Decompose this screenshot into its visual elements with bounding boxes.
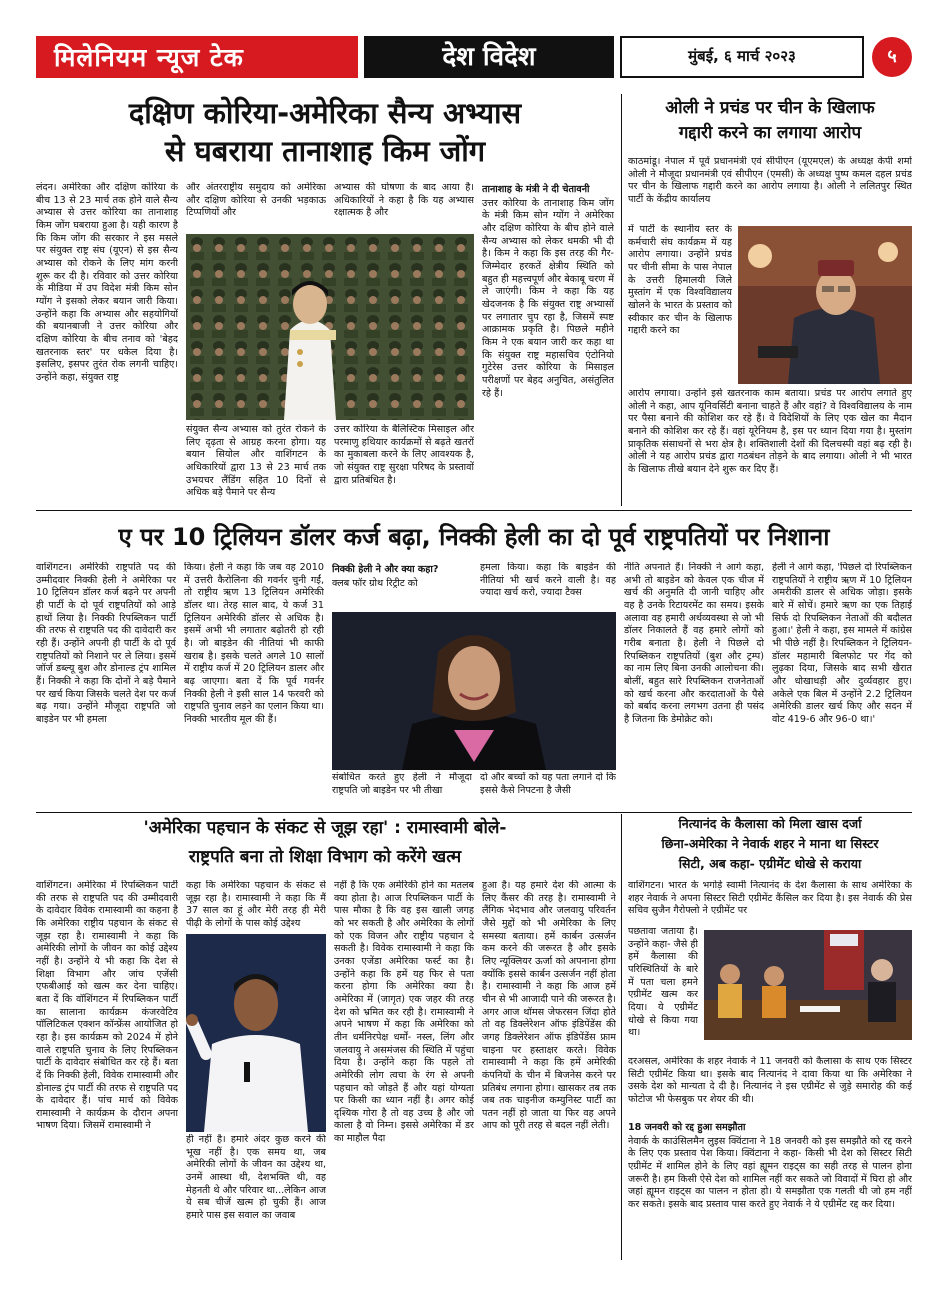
story3-col3-bottom-text: संबोधित करते हुए हेली ने मौजूदा राष्ट्रपति जो बाइडेन पर भी तीखा — [332, 772, 472, 796]
story1-headline-line1: दक्षिण कोरिया-अमेरिका सैन्य अभ्यास — [128, 96, 522, 130]
story4-col2-top — [186, 880, 326, 932]
story1-col1 — [36, 182, 178, 504]
horizontal-rule — [36, 510, 912, 511]
story3-col5-text: नीति अपनाते हैं। निक्की ने आगे कहा, अभी तो बाइडेन को केवल एक चीज में खर्च की अनुमति दी जानी चाहिए और वह है उनके रिटायरमेंट का समय। इसके अलावा वह हमारी अर्थव्यवस्था से जो भी डॉलर निकालते हैं वह हमारे लोगों को गरीब बनाता है। हेली ने पिछले दो रिपब्लिकन राष्ट्रपतियों (बुश और ट्रम्प) का नाम लिए बिना उनकी आलोचना की। बोलीं, बहुत सारे रिपब्लिकन राजनेताओं को खर्च करना और करदाताओं के पैसे को बर्बाद करना लगभग उतना ही पसंद है जितना कि डेमोक्रेट को। — [624, 562, 764, 725]
story3-col3-subhead: निक्की हेली ने और क्या कहा? — [332, 564, 439, 575]
story1-col2-bottom — [186, 424, 326, 506]
dateline: मुंबई, ६ मार्च २०२३ — [620, 36, 864, 78]
story4-col4 — [482, 880, 616, 1260]
story2-intro — [628, 156, 912, 224]
story1-col3-top — [334, 182, 474, 232]
story1-col1-text: लंदन। अमेरिका और दक्षिण कोरिया के बीच 13 से 23 मार्च तक होने वाले सैन्य अभ्यास से उत्तर कोरिया का तानाशाह किम जोंग घबराया हुआ है। यही कारण है कि किम जोंग की सरकार ने इस मसले पर संयुक्त राष्ट्र संघ (यूएन) से इस सैन्य अभ्यास को रोकने के लिए मांग करनी शुरू कर दी है। रविवार को उत्तर कोरिया के मीडिया में उप विदेश मंत्री किम सोन ग्योंग ने इसको लेकर बयान जारी किया। उन्होंने कहा कि अभ्यास और सहयोगियों की बयानबाजी ने उत्तर कोरिया और दक्षिण कोरिया के बीच तनाव को 'बेहद खतरनाक स्तर' पर धकेल दिया है। इसलिए, इसपर तुरंत रोक लगनी चाहिए। उन्होंने कहा, संयुक्त राष्ट्र — [36, 182, 178, 383]
kailasa-photo-art — [704, 930, 912, 1040]
kailasa-photo — [704, 930, 912, 1040]
story1-col2-bottom-text: संयुक्त सैन्य अभ्यास को तुरंत रोकने के लिए दृढ़ता से आग्रह करना होगा। यह बयान सियोल और वाशिंगटन के अधिकारियों द्वारा 13 से 23 मार्च तक उभयचर लैंडिंग सहित 10 दिनों से अधिक बड़े पैमाने पर सैन्य — [186, 424, 326, 499]
oli-photo-art — [738, 226, 912, 384]
story5-headline-line3: सिटी, अब कहा- एग्रीमेंट धोखे से कराया — [678, 856, 862, 871]
story3-col5 — [624, 562, 764, 808]
story3-col4-bottom-text: दो और बच्चों को यह पता लगाने दो कि इससे कैसे निपटना है जैसी — [480, 772, 616, 796]
story4-col3 — [334, 880, 474, 1260]
story1-col3-bottom-text: उत्तर कोरिया के बैलिस्टिक मिसाइल और परमाणु हथियार कार्यक्रमों से बढ़ते खतरों का मुकाबला करने के लिए आवश्यक है, जो संयुक्त राष्ट्र सुरक्षा परिषद के प्रस्तावों द्वारा प्रतिबंधित है। — [334, 424, 474, 486]
story5-headline — [626, 814, 914, 876]
story3-headline-text: ए पर 10 ट्रिलियन डॉलर कर्ज बढ़ा, निक्की हेली का दो पूर्व राष्ट्रपतियों पर निशाना — [118, 523, 830, 551]
story2-intro-text: काठमांडू। नेपाल में पूर्व प्रधानमंत्री एवं सीपीएन (यूएमएल) के अध्यक्ष केपी शर्मा ओली ने मौजूदा प्रधानमंत्री एवं सीपीएन (एमसी) के अध्यक्ष पुष्प कमल दहल प्रचंड पर चीन के खिलाफ गद्दारी करने का आरोप लगाया है। ओली ने ललितपुर स्थित पार्टी के केंद्रीय कार्यालय — [628, 156, 912, 205]
story3-col6 — [772, 562, 912, 808]
story1-col4-subhead: तानाशाह के मंत्री ने दी चेतावनी — [482, 184, 590, 195]
ramaswamy-photo — [186, 934, 326, 1132]
story2-headline-line1: ओली ने प्रचंड पर चीन के खिलाफ — [665, 98, 875, 118]
story1-headline — [36, 94, 614, 178]
story1-col2-top — [186, 182, 326, 232]
story4-col1-text: वाशिंगटन। अमेरिका में रिपब्लिकन पार्टी की तरफ से राष्ट्रपति पद की उम्मीदवारी के दावेदार विवेक रामास्वामी का कहना है कि अमेरिका राष्ट्रीय पहचान के संकट से जूझ रहा है। रामास्वामी ने कहा कि अमेरिकी लोगों के जीवन का कोई उद्देश्य नहीं है। उन्होंने ये भी कहा कि देश से शिक्षा विभाग और जांच एजेंसी एफबीआई को खत्म कर देना चाहिए। बता दें कि वॉशिंगटन में रिपब्लिकन पार्टी का सालाना कार्यक्रम कंजरवेटिव पॉलिटिकल एक्शन कॉन्फ्रेंस आयोजित हो रहा है। इस कार्यक्रम को 2024 में होने वाले राष्ट्रपति चुनाव के लिए रिपब्लिकन पार्टी के दावेदार संबोधित कर रहे हैं। बता दें कि निक्की हेली, विवेक रामास्वामी और डोनाल्ड ट्रंप पार्टी की तरफ से राष्ट्रपति पद के दावेदार हैं। पांच मार्च को विवेक रामास्वामी ने कार्यक्रम के दौरान अपना भाषण दिया। जिसमें रामास्वामी ने — [36, 880, 178, 1132]
story3-col3-top-text: क्लब फॉर ग्रोथ रिट्रीट को — [332, 577, 418, 589]
story3-col1 — [36, 562, 176, 808]
story4-col2-bottom — [186, 1134, 326, 1260]
story3-col2 — [184, 562, 324, 808]
story3-col3-top — [332, 562, 472, 608]
story2-headline — [626, 96, 914, 154]
story4-col2-top-text: कहा कि अमेरिका पहचान के संकट से जूझ रहा है। रामास्वामी ने कहा कि मैं 37 साल का हूं और मेरी तरह ही मेरी पीढ़ी के लोगों के पास कोई उद्देश्य — [186, 880, 326, 929]
column-divider — [621, 94, 622, 506]
story4-col2-bottom-text: ही नहीं है। हमारे अंदर कुछ करने की भूख नहीं है। एक समय था, जब अमेरिकी लोगों के जीवन का उद्देश्य था, उनमें आस्था थी, देशभक्ति थी, वह मेहनती थे और परिवार था...लेकिन आज ये सब चीजें खत्म हो चुकी हैं। आज हमारे पास इस सवाल का जवाब — [186, 1134, 326, 1221]
story1-headline-line2: से घबराया तानाशाह किम जोंग — [164, 134, 486, 168]
story5-intro-text: वाशिंगटन। भारत के भगोड़े स्वामी नित्यानंद के देश कैलासा के साथ अमेरिका के शहर नेवार्क ने अपना सिस्टर सिटी एग्रीमेंट कैंसिल कर दिया है। इस नेवार्क की प्रेस सचिव सुजैन गैरोफ्लो ने एग्रीमेंट पर — [628, 880, 912, 917]
haley-photo-art — [332, 612, 616, 770]
kim-photo — [186, 234, 474, 420]
column-divider — [621, 814, 622, 1260]
story4-headline-line2: राष्ट्रपति बना तो शिक्षा विभाग को करेंगे खत्म — [188, 847, 462, 867]
story3-headline — [36, 516, 912, 558]
brand-name: मिलेनियम न्यूज टेक — [36, 36, 358, 78]
story2-rest — [628, 388, 912, 506]
story1-col4-text: उत्तर कोरिया के तानाशाह किम जोंग के मंत्री किम सोन ग्योंग ने अमेरिका और दक्षिण कोरिया के बीच होने वाले सैन्य अभ्यास को लेकर धमकी भी दी है। किम ने कहा कि इस तरह की गैर-जिम्मेदार हरकतें क्षेत्रीय स्थिति को बहुत ही महत्त्वपूर्ण और बेकाबू चरण में ले जाएंगी। किम ने कहा कि यह खेदजनक है कि संयुक्त राष्ट्र अभ्यासों पर लगातार चुप रहा है, जिसमें स्पष्ट आक्रामक प्रकृति है। पिछले महीने किम ने एक बयान जारी कर कहा था कि संयुक्त राष्ट्र महासचिव एंटोनियो गुटेरेस उत्तर कोरिया के मिसाइल परीक्षणों पर बेहद अनुचित, असंतुलित रहे हैं। — [482, 197, 614, 399]
story4-col1 — [36, 880, 178, 1260]
kim-photo-art — [186, 234, 474, 420]
story2-headline-line2: गद्दारी करने का लगाया आरोप — [678, 123, 862, 143]
story4-headline-line1: 'अमेरिका पहचान के संकट से जूझ रहा' : रामास्वामी बोले- — [143, 818, 507, 838]
story1-col3-bottom — [334, 424, 474, 506]
story5-subhead: 18 जनवरी को रद्द हुआ समझौता — [628, 1122, 746, 1133]
story3-col4-bottom — [480, 772, 616, 808]
story1-col3-top-text: अभ्यास की घोषणा के बाद आया है। अधिकारियों ने कहा है कि यह अभ्यास रक्षात्मक है और — [334, 182, 474, 219]
ramaswamy-photo-art — [186, 934, 326, 1132]
story5-headline-line1: नित्यानंद के कैलासा को मिला खास दर्जा — [678, 816, 862, 831]
story4-col3-text: नहीं है कि एक अमेरिकी होने का मतलब क्या होता है। आज रिपब्लिकन पार्टी के पास मौका है कि वह इस खाली जगह को भर सकती है और अमेरिका के लोगों को एक विजन और राष्ट्रीय पहचान दे सकती है। विवेक रामास्वामी ने कहा कि उनका एजेंडा अमेरिका फर्स्ट का है। उन्होंने कहा कि हमें यह फिर से पता करना होगा कि अमेरिका क्या है। अमेरिका में (जागृत) एक जहर की तरह देश को भ्रमित कर रही है। रामास्वामी ने अपने भाषण में कहा कि अमेरिका को तीन धर्मनिरपेक्ष धर्मों- नस्ल, लिंग और जलवायु ने असमंजस की स्थिति में पहुंचा दिया है। उन्होंने कहा कि पहले तो अमेरिकी लोग त्वचा के रंग से अपनी पहचान को जोड़ते हैं और यहां योग्यता पर किसी का ध्यान नहीं है। अगर कोई दृश्यिक गोरा है तो वह उच्च है और जो काला है वो निम्न। इससे अमेरिका में डर का माहौल पैदा — [334, 880, 474, 1145]
story4-col4-text: हुआ है। यह हमारे देश की आत्मा के लिए कैंसर की तरह है। रामास्वामी ने लैंगिक भेदभाव और जलवायु परिवर्तन जैसे मुद्दों को भी अमेरिका के लिए समस्या बताया। हमें कार्बन उत्सर्जन कम करने की जरूरत है और इसके लिए न्यूक्लियर ऊर्जा को अपनाना होगा क्योंकि इससे कार्बन उत्सर्जन नहीं होता है। रामास्वामी ने कहा कि आज हमें चीन से भी आजादी पाने की जरूरत है। अगर आज थॉमस जेफरसन जिंदा होते तो वह डिक्लेरेशन ऑफ इंडिपेंडेंस की जगह डिक्लेरेशन ऑफ इंडिपेंडेंस फ्राम चाइना पर हस्ताक्षर करते। विवेक रामास्वामी ने कहा कि हमें अमेरिकी कंपनियों के चीन में बिजनेस करने पर प्रतिबंध लगाना होगा। खासकर तब तक जब तक चाइनीज कम्युनिस्ट पार्टी का पतन नहीं हो जाता या फिर वह अपने आप को पूरी तरह से बदल नहीं लेती। — [482, 880, 616, 1132]
story3-col1-text: वाशिंगटन। अमेरिकी राष्ट्रपति पद की उम्मीदवार निक्की हेली ने अमेरिका पर 10 ट्रिलियन डॉलर कर्ज बढ़ने पर अपनी ही पार्टी के दो पूर्व राष्ट्रपतियों को आड़े हाथों लिया है। निक्की रिपब्लिकन पार्टी की तरफ से राष्ट्रपति पद की दावेदारी कर रही हैं। उन्होंने अपनी ही पार्टी के दो पूर्व राष्ट्रपतियों को निशाने पर ले लिया। इसमें जॉर्ज डब्ल्यू बुश और डोनाल्ड ट्रंप शामिल हैं। निक्की ने कहा कि दोनों ने बड़े पैमाने पर खर्च किया जिसके चलते देश पर कर्ज बढ़ गया। उन्होंने मौजूदा राष्ट्रपति जो बाइडेन पर भी हमला — [36, 562, 176, 725]
section-title: देश विदेश — [364, 36, 614, 78]
story1-col4 — [482, 182, 614, 506]
story5-intro — [628, 880, 912, 926]
story5-para3 — [628, 1120, 912, 1260]
story5-headline-line2: छिना-अमेरिका ने नेवार्क शहर ने माना था सिस्टर — [661, 836, 879, 851]
story5-para2-text: दरअसल, अमेरिका के शहर नेवार्क ने 11 जनवरी को कैलासा के साथ एक सिस्टर सिटी एग्रीमेंट किया था। इसके बाद नित्यानंद ने दावा किया था कि अमेरिका ने उसके देश को मान्यता दे दी है। नित्यानंद ने इस एग्रीमेंट से जुड़े समारोह की कई फोटोज भी फेसबुक पर शेयर की थी। — [628, 1056, 912, 1105]
story3-col4-top — [480, 562, 616, 608]
oli-photo — [738, 226, 912, 384]
story2-side — [628, 224, 732, 390]
haley-photo — [332, 612, 616, 770]
story5-side-text: पछतावा जताया है। उन्होंने कहा- जैसे ही हमें कैलासा की परिस्थितियों के बारे में पता चला हमने एग्रीमेंट खत्म कर दिया। ये एग्रीमेंट धोखे से किया गया था। — [628, 926, 698, 1039]
horizontal-rule — [36, 812, 912, 813]
masthead — [36, 36, 912, 78]
page-number: ५ — [872, 37, 912, 77]
story5-para2 — [628, 1056, 912, 1120]
story3-col4-top-text: हमला किया। कहा कि बाइडेन की नीतियां भी खर्च करने वाली है। वह ज्यादा खर्च करो, ज्यादा टैक्स — [480, 562, 616, 599]
story3-col2-text: किया। हेली ने कहा कि जब वह 2010 में उत्तरी कैरोलिना की गवर्नर चुनी गईं, तो राष्ट्रीय ऋण 13 ट्रिलियन अमेरिकी डॉलर था। तेरह साल बाद, ये कर्ज 31 ट्रिलियन अमेरिकी डॉलर से अधिक है। इसमें अभी भी लगातार बढ़ोतरी हो रही है। जो बाइडेन की नीतियां भी काफी खराब है। इसके चलते अगले 10 सालों में राष्ट्रीय कर्ज में 20 ट्रिलियन डालर और बढ़ जाएगा। बता दें कि पूर्व गवर्नर निक्की हेली ने इसी साल 14 फरवरी को राष्ट्रपति चुनाव लड़ने का एलान किया था। निक्की भारतीय मूल की हैं। — [184, 562, 324, 725]
story3-col3-bottom — [332, 772, 472, 808]
story2-rest-text: आरोप लगाया। उन्होंने इसे खतरनाक काम बताया। प्रचंड पर आरोप लगाते हुए ओली ने कहा, आप यूनिवर्सिटी बनाना चाहते हैं और वहां? वे विश्वविद्यालय के नाम पर पैसा बनाने की कोशिश कर रहे हैं। वे विदेशियों के लिए एक खेल का मैदान बनाने की कोशिश कर रहे हैं। वहां यूरेनियम है, इस पर ध्यान दिया गया है। मुस्तांग प्राकृतिक संसाधनों से भरा क्षेत्र है। शक्तिशाली देशों की दिलचस्पी वहां बढ़ रही है। ओली ने यह आरोप प्रचंड द्वारा गठबंधन तोड़ने के बाद लगाया। ओली ने भी भारत के खिलाफ तीखे बयान देने शुरू कर दिए हैं। — [628, 388, 912, 475]
story2-side-text: में पार्टी के स्थानीय स्तर के कर्मचारी संघ कार्यक्रम में यह आरोप लगाया। उन्होंने प्रचंड पर चीनी सीमा के पास नेपाल के उत्तरी हिमालयी जिले मुस्तांग में एक विश्वविद्यालय खोलने के भारत के प्रस्ताव को स्वीकार कर चीन के खिलाफ गद्दारी करने का — [628, 224, 732, 337]
story1-col2-top-text: और अंतरराष्ट्रीय समुदाय को अमेरिका और दक्षिण कोरिया से उनकी भड़काऊ टिप्पणियों और — [186, 182, 326, 219]
story4-headline — [36, 814, 614, 874]
story5-side — [628, 926, 698, 1056]
story5-para3-text: नेवार्क के काउंसिलमैन लुइस क्विंटाना ने 18 जनवरी को इस समझौते को रद्द करने के लिए एक प्रस्ताव पेश किया। क्विंटाना ने कहा- किसी भी देश को सिस्टर सिटी एग्रीमेंट में शामिल होने के लिए वहां ह्यूमन राइट्स का सही तरह से पालन होना जरूरी है। हम किसी ऐसे देश को शामिल नहीं कर सकते जो विवादों में घिरा हो और जहां ह्यूमन राइट्स का पालन न होता हो। ये समझौता एक गलती थी जो हम नहीं कर सकते। इसके बाद प्रस्ताव पास करते हुए नेवार्क ने ये एग्रीमेंट रद्द कर दिया। — [628, 1135, 912, 1210]
story3-col6-text: हेली ने आगे कहा, 'पिछले दो रिपब्लिकन राष्ट्रपतियों ने राष्ट्रीय ऋण में 10 ट्रिलियन अमरीकी डालर से अधिक जोड़ा। इसके बारे में सोचें। हमारे ऋण का एक तिहाई सिर्फ दो रिपब्लिकन नेताओं की बदौलत हुआ।' हेली ने कहा, इस मामले में कांग्रेस भी पीछे नहीं है। रिपब्लिकन ने ट्रिलियन-डॉलर महामारी बिलफोट पर गेंद को लुढ़का दिया, जिसके बाद सभी खैरात और धोखाधड़ी और दुर्व्यवहार हुए। अकेले एक बिल में उन्होंने 2.2 ट्रिलियन अमेरिकी डालर खर्च किए और सदन में वोट 419-6 और 96-0 था।' — [772, 562, 912, 725]
